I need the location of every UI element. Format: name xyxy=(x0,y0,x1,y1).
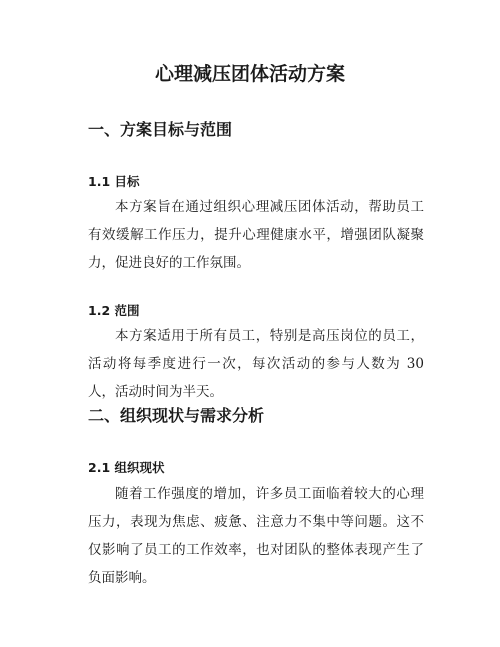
section-heading-goals-scope: 一、方案目标与范围 xyxy=(88,120,233,139)
paragraph-status: 随着工作强度的增加，许多员工面临着较大的心理压力，表现为焦虑、疲惫、注意力不集中等问题。这不仅影响了员工的工作效率，也对团队的整体表现产生了负面影响。 xyxy=(88,486,424,586)
subsection-heading-goals: 1.1 目标 xyxy=(88,174,140,189)
subsection-heading-status: 2.1 组织现状 xyxy=(88,460,165,475)
paragraph-scope: 本方案适用于所有员工，特别是高压岗位的员工，活动将每季度进行一次，每次活动的参与人数为 30 人，活动时间为半天。 xyxy=(88,328,424,400)
paragraph-goals: 本方案旨在通过组织心理减压团体活动，帮助员工有效缓解工作压力，提升心理健康水平，增强团队凝聚力，促进良好的工作氛围。 xyxy=(88,199,424,271)
document-title: 心理减压团体活动方案 xyxy=(154,63,345,85)
subsection-heading-scope: 1.2 范围 xyxy=(88,303,140,318)
section-heading-status-needs: 二、组织现状与需求分析 xyxy=(88,406,265,425)
